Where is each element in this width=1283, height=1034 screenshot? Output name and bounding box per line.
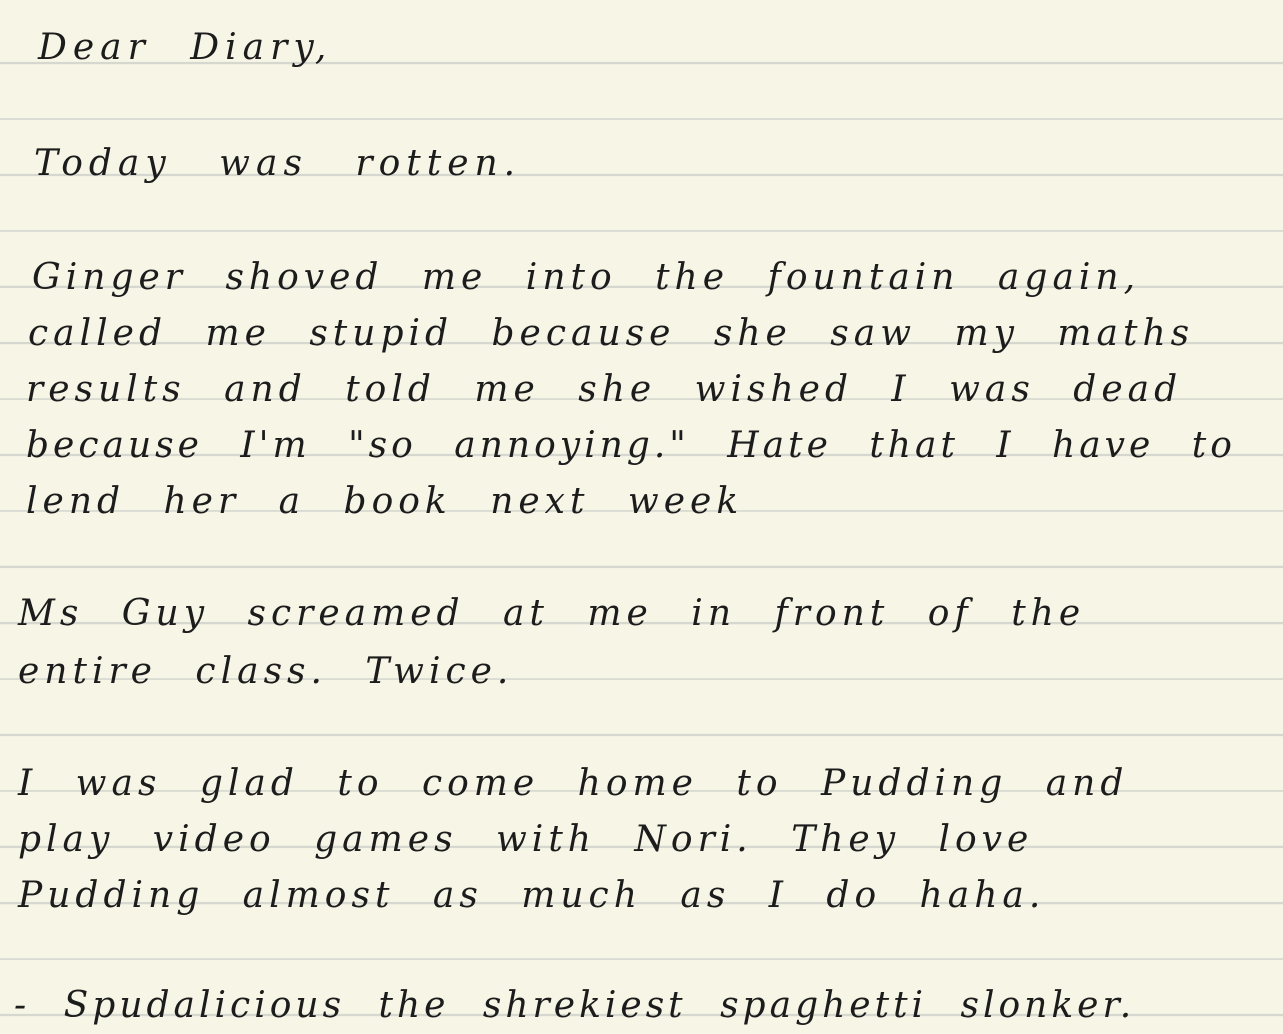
paragraph-2-line-4: because I'm "so annoying." Hate that I have to <box>26 425 1236 466</box>
paragraph-2-line-2: called me stupid because she saw my maths <box>28 313 1195 354</box>
paragraph-3-line-1: Ms Guy screamed at me in front of the <box>18 593 1086 634</box>
paragraph-1-line-1: Today was rotten. <box>34 143 522 184</box>
paragraph-4-line-2: play video games with Nori. They love <box>18 819 1034 860</box>
paragraph-2-line-1: Ginger shoved me into the fountain again, <box>32 257 1141 298</box>
paragraph-2-line-5: lend her a book next week <box>26 481 744 522</box>
greeting: Dear Diary, <box>38 27 333 68</box>
paragraph-4-line-3: Pudding almost as much as I do haha. <box>18 875 1046 916</box>
paragraph-4-line-1: I was glad to come home to Pudding and <box>18 763 1129 804</box>
paragraph-3-line-2: entire class. Twice. <box>18 651 514 692</box>
paragraph-2-line-3: results and told me she wished I was dead <box>26 369 1183 410</box>
signature: - Spudalicious the shrekiest spaghetti slonker. <box>14 985 1136 1026</box>
